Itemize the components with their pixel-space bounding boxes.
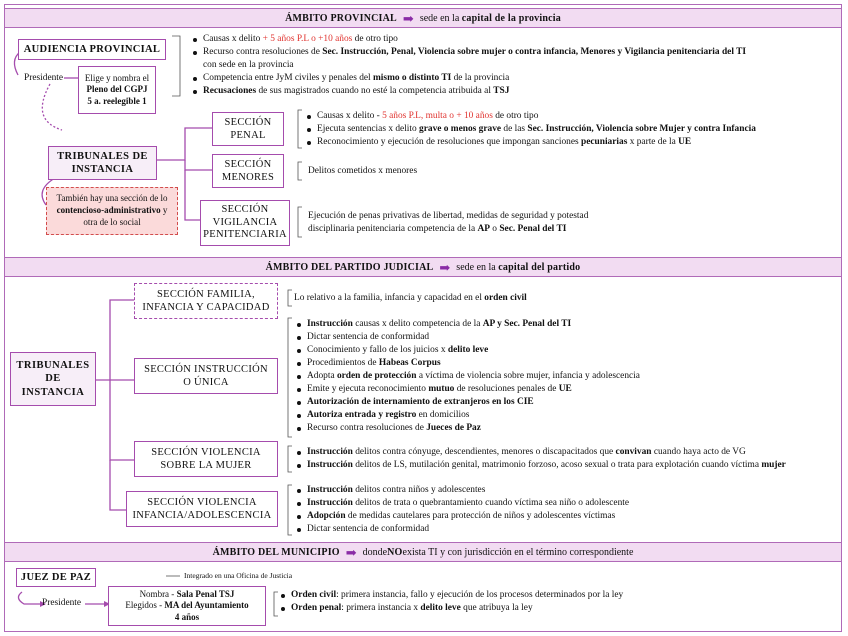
list-item: Dictar sentencia de conformidad — [296, 331, 640, 344]
list-item: Dictar sentencia de conformidad — [296, 523, 629, 536]
contencioso-post: otra de lo social — [83, 216, 141, 227]
list-item: Orden penal: primera instancia x delito leve que atribuya la ley — [280, 602, 623, 615]
integrado-text: Integrado en una Oficina de Justicia — [184, 571, 293, 580]
audiencia-provincial-box — [18, 39, 166, 60]
contencioso-bold: contencioso-administrativo — [56, 205, 161, 216]
seccion-violencia-infancia-box: SECCIÓN VIOLENCIA INFANCIA/ADOLESCENCIA — [126, 491, 278, 527]
provincial-band-title: ÁMBITO PROVINCIAL — [285, 12, 397, 24]
tribunales-line2: INSTANCIA — [71, 164, 134, 175]
list-item: Reconocimiento y ejecución de resoluciones que impongan sanciones pecuniarias x parte de la UE — [306, 136, 756, 149]
list-item: Autoriza entrada y registro en domicilios — [296, 409, 640, 422]
list-item: Orden civil: primera instancia, fallo y ejecución de los procesos determinados por la ley — [280, 589, 623, 602]
seccion-penal-box: SECCIÓN PENAL — [212, 112, 284, 146]
contencioso-note-box: También hay una sección de lo contencioso-administrativo y otra de lo social — [46, 187, 178, 235]
juez-de-paz-box — [16, 568, 96, 587]
list-item: Instrucción delitos contra cónyuge, descendientes, menores o discapacitados que convivan cuando haya acto de VG — [296, 446, 786, 459]
municipio-band-title: ÁMBITO DEL MUNICIPIO — [212, 546, 340, 558]
provincial-band-rest: sede en la — [419, 12, 460, 24]
partido-band — [5, 257, 841, 277]
arrow-right-icon: ➡ — [439, 259, 451, 275]
tribunales-line1: TRIBUNALES DE — [57, 150, 148, 162]
familia-text: Lo relativo a la familia, infancia y capacidad en el orden civil — [294, 293, 527, 303]
seccion-violencia-mujer-box: SECCIÓN VIOLENCIA SOBRE LA MUJER — [134, 441, 278, 477]
municipio-band-rest: exista TI y con jurisdicción en el término correspondiente — [402, 546, 634, 558]
list-item: Ejecuta sentencias x delito grave o menos grave de las Sec. Instrucción, Violencia sobre Mujer y contra Infancia — [306, 123, 756, 136]
audiencia-competencias — [192, 33, 746, 98]
list-item: Procedimientos de Habeas Corpus — [296, 357, 640, 370]
list-item: Adopción de medidas cautelares para protección de niños y adolescentes víctimas — [296, 510, 629, 523]
list-item: Adopta orden de protección a víctima de violencia sobre mujer, infancia y adolescencia — [296, 370, 640, 383]
penal-competencias — [306, 110, 756, 149]
list-item: Instrucción delitos contra niños y adolescentes — [296, 484, 629, 497]
juez-paz-competencias — [280, 589, 623, 615]
tribunales-instancia-box — [48, 146, 157, 180]
list-item: Instrucción causas x delito competencia de la AP y Sec. Penal del TI — [296, 318, 640, 331]
list-item: Recurso contra resoluciones de Jueces de Paz — [296, 422, 640, 435]
list-item: Competencia entre JyM civiles y penales del mismo o distinto TI de la provincia — [192, 72, 746, 85]
audiencia-provincial-label: AUDIENCIA PROVINCIAL — [23, 43, 161, 55]
nombramiento-box: Nombra - Sala Penal TSJ Elegidos - MA del Ayuntamiento 4 años — [108, 586, 266, 626]
partido-band-bold: capital del partido — [498, 261, 581, 273]
menores-text: Delitos cometidos x menores — [308, 166, 418, 176]
pleno-line2: Pleno del CGPJ — [86, 84, 148, 95]
presidente-paz-label: Presidente — [42, 598, 82, 608]
arrow-right-icon: ➡ — [345, 544, 357, 560]
presidente-label: Presidente — [24, 73, 64, 83]
seccion-instruccion-box: SECCIÓN INSTRUCCIÓN O ÚNICA — [134, 358, 278, 394]
contencioso-pre: También hay una sección de lo — [56, 193, 168, 204]
seccion-vigilancia-box: SECCIÓN VIGILANCIA PENITENCIARIA — [200, 200, 290, 246]
municipio-band: ÁMBITO DEL MUNICIPIO ➡ donde NO exista TI y con jurisdicción en el término correspondiente — [5, 542, 841, 562]
list-item: Recurso contra resoluciones de Sec. Instrucción, Penal, Violencia sobre mujer o contra infancia, Menores y Vigilancia penitenciaria del TI — [192, 46, 746, 59]
violencia-infancia-competencias — [296, 484, 629, 536]
partido-band-rest: sede en la — [456, 261, 496, 273]
arrow-right-icon: ➡ — [402, 10, 414, 26]
list-item: Emite y ejecuta reconocimiento mutuo de resoluciones penales de UE — [296, 383, 640, 396]
list-item: Autorización de internamiento de extranjeros en los CIE — [296, 396, 640, 409]
seccion-familia-box: SECCIÓN FAMILIA, INFANCIA Y CAPACIDAD — [134, 283, 278, 319]
list-item: Instrucción delitos de trata o quebrantamiento cuando víctima sea niño o adolescente — [296, 497, 629, 510]
pleno-line1: Elige y nombra el — [84, 73, 150, 84]
seccion-menores-box: SECCIÓN MENORES — [212, 154, 284, 188]
list-item: Conocimiento y fallo de los juicios x delito leve — [296, 344, 640, 357]
municipio-band-no: NO — [387, 546, 403, 558]
tribunales-instancia-partido-box: TRIBUNALES DE INSTANCIA — [10, 352, 96, 406]
pleno-box — [78, 66, 156, 114]
pleno-line3: 5 a. reelegible 1 — [87, 95, 147, 106]
instruccion-competencias — [296, 318, 640, 435]
vigilancia-line2: disciplinaria penitenciaria competencia de la AP o Sec. Penal del TI — [308, 224, 567, 234]
list-item: Recusaciones de sus magistrados cuando no esté la competencia atribuida al TSJ — [192, 85, 746, 98]
juez-de-paz-label: JUEZ DE PAZ — [20, 571, 92, 583]
list-item: Causas x delito + 5 años P.L o +10 años de otro tipo — [192, 33, 746, 46]
violencia-mujer-competencias — [296, 446, 786, 472]
anios-label: 4 años — [174, 611, 200, 622]
provincial-band-bold: capital de la provincia — [461, 12, 561, 24]
list-item: con sede en la provincia — [203, 60, 294, 70]
vigilancia-line1: Ejecución de penas privativas de libertad, medidas de seguridad y potestad — [308, 211, 589, 221]
provincial-band — [5, 8, 841, 28]
list-item: Instrucción delitos de LS, mutilación genital, matrimonio forzoso, acoso sexual o trata para explotación cuando víctima mujer — [296, 459, 786, 472]
partido-band-title: ÁMBITO DEL PARTIDO JUDICIAL — [265, 261, 434, 273]
list-item: Causas x delito - 5 años P.L, multa o + 10 años de otro tipo — [306, 110, 756, 123]
